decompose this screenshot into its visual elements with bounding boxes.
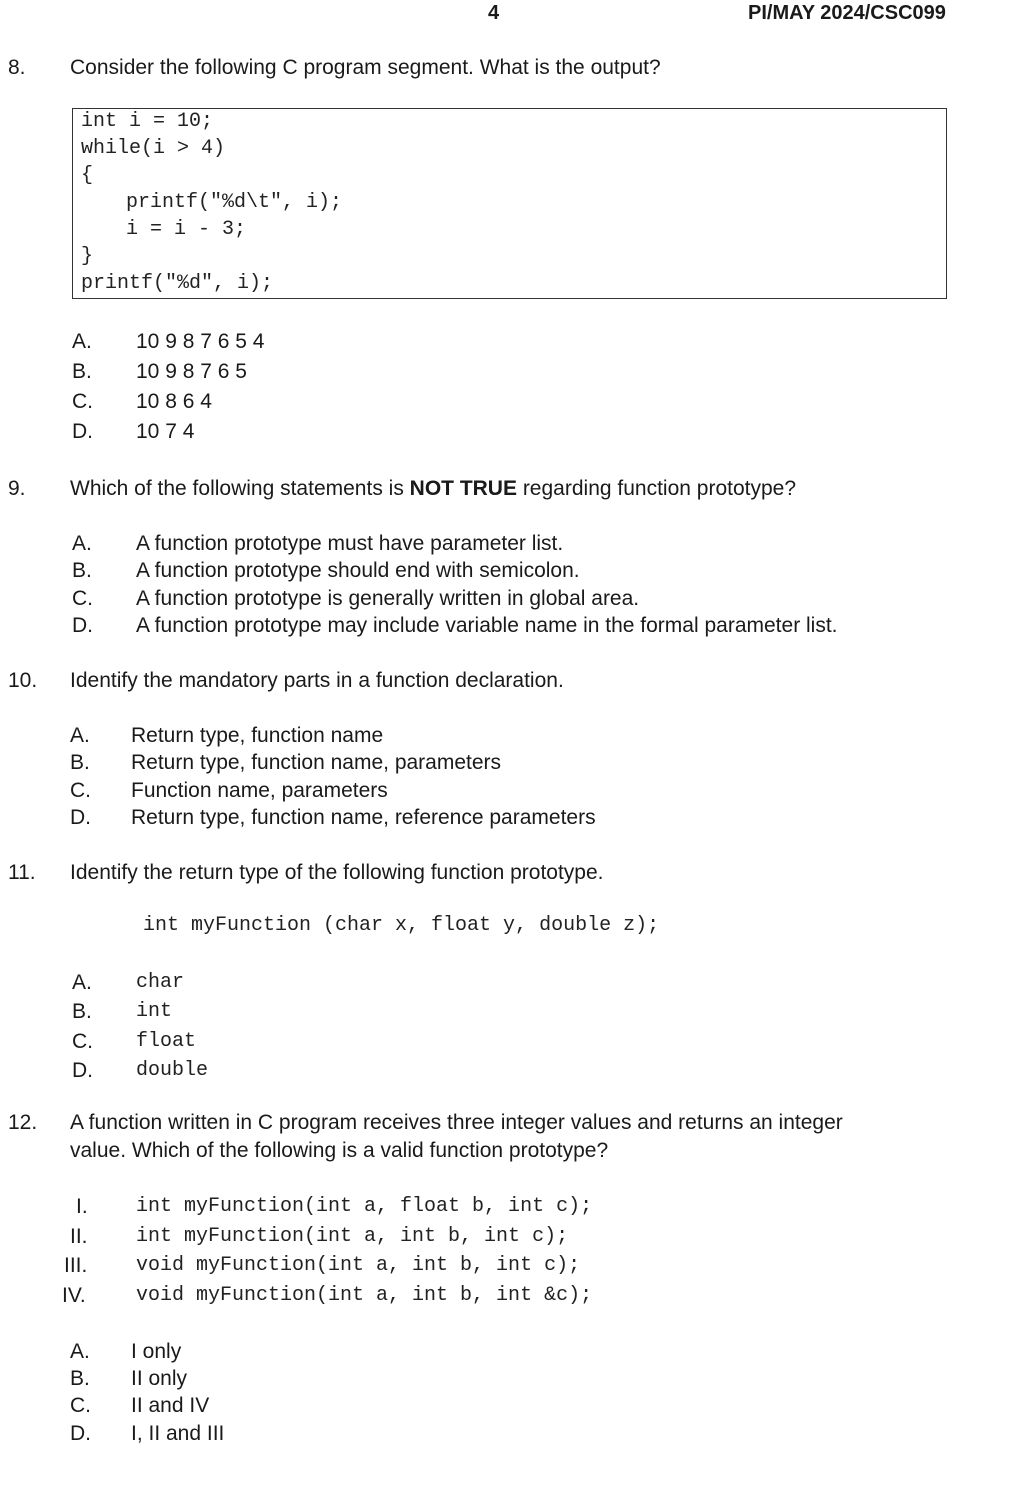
option-letter: A. [70,724,90,747]
code-line: while(i > 4) [81,137,226,160]
option-letter: A. [72,330,92,353]
code-line: } [81,245,94,268]
option-text: A function prototype should end with semicolon. [136,559,580,582]
code-line: int myFunction(int a, float b, int c); [136,1195,593,1218]
code-line: { [81,164,94,187]
option-letter: C. [72,390,93,413]
option-letter: A. [70,1340,90,1363]
option-letter: C. [72,587,93,610]
question-number: 12. [8,1111,38,1134]
option-text: Return type, function name, parameters [131,751,502,774]
option-text: Return type, function name, reference parameters [131,806,596,829]
option-letter: C. [72,1030,93,1053]
option-text: Function name, parameters [131,779,388,802]
code-line: printf("%d", i); [81,272,274,295]
option-text: 10 7 4 [136,420,195,443]
option-letter: A. [72,971,92,994]
question-text: Identify the return type of the following function prototype. [70,861,604,884]
question-text-part: regarding function prototype? [516,477,797,500]
option-letter: C. [70,1394,91,1417]
question-number: 9. [8,477,26,500]
option-text: double [136,1059,209,1082]
roman-numeral: I. [76,1195,88,1218]
code-line: int i = 10; [81,110,214,133]
option-text: 10 9 8 7 6 5 [136,360,247,383]
option-letter: D. [72,614,93,637]
option-text: 10 9 8 7 6 5 4 [136,330,265,353]
option-letter: A. [72,532,92,555]
code-line: void myFunction(int a, int b, int &c); [136,1284,593,1307]
code-line: i = i - 3; [90,218,247,241]
question-text: Consider the following C program segment. What is the output? [70,56,661,79]
option-text: char [136,971,185,994]
option-text: Return type, function name [131,724,384,747]
roman-numeral: II. [70,1225,88,1248]
question-emphasis: NOT TRUE [409,477,517,500]
code-line: int myFunction (char x, float y, double z); [143,914,660,937]
question-number: 10. [8,669,38,692]
option-letter: B. [72,360,92,383]
question-text-part: Which of the following statements is [70,477,410,500]
option-text: float [136,1030,197,1053]
option-letter: D. [70,806,91,829]
roman-numeral: III. [64,1254,88,1277]
question-number: 11. [8,861,36,884]
question-number: 8. [8,56,26,79]
option-text: A function prototype must have parameter list. [136,532,564,555]
exam-code: PI/MAY 2024/CSC099 [748,2,946,24]
option-text: int [136,1000,173,1023]
option-text: I only [131,1340,182,1363]
code-line: void myFunction(int a, int b, int c); [136,1254,581,1277]
option-text: II and IV [131,1394,210,1417]
roman-numeral: IV. [62,1284,86,1307]
code-line: int myFunction(int a, int b, int c); [136,1225,569,1248]
option-letter: B. [72,559,92,582]
question-text: Identify the mandatory parts in a function declaration. [70,669,564,692]
question-text: value. Which of the following is a valid function prototype? [70,1139,609,1162]
option-letter: D. [70,1422,91,1445]
option-letter: D. [72,420,93,443]
option-text: A function prototype is generally written in global area. [136,587,640,610]
question-text: A function written in C program receives three integer values and returns an integer [70,1111,843,1134]
option-letter: B. [70,1367,90,1390]
page-number: 4 [488,2,500,24]
option-letter: C. [70,779,91,802]
code-line: printf("%d\t", i); [90,191,343,214]
option-text: II only [131,1367,188,1390]
question-text [70,476,796,502]
option-letter: D. [72,1059,93,1082]
option-letter: B. [72,1000,92,1023]
option-text: A function prototype may include variable name in the formal parameter list. [136,614,838,637]
option-text: I, II and III [131,1422,225,1445]
option-letter: B. [70,751,90,774]
option-text: 10 8 6 4 [136,390,212,413]
